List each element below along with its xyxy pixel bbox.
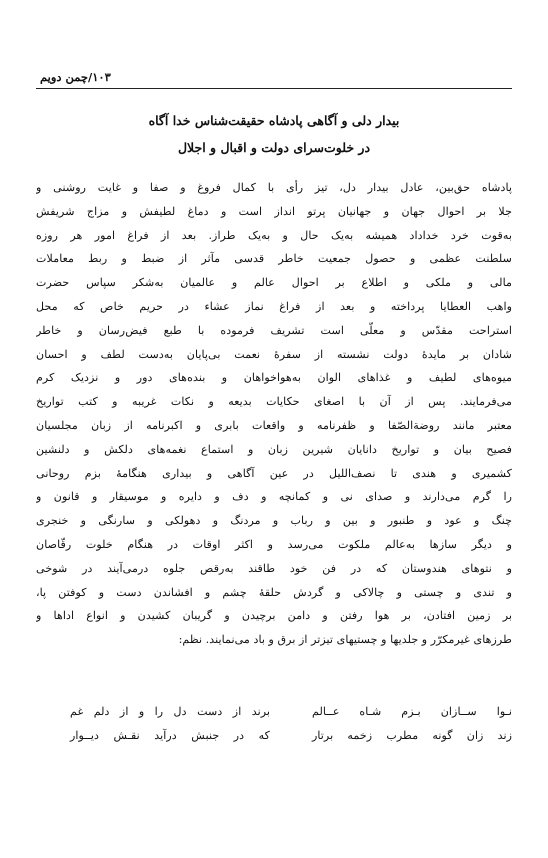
body-line: و نتوهای هندوستان که در فن خود طاقند به‌رقص جلوه درمی‌آیند در شوخی — [36, 561, 512, 575]
body-line: پادشاه حق‌بین، عادل بیدار دل، تیز رأی با کمال فروغ و صفا و غایت روشنی و — [36, 181, 512, 194]
body-paragraph — [36, 176, 512, 652]
verse-couplet — [60, 724, 512, 748]
section-title-line-1: بیدار دلی و آگاهی پادشاه حقیقت‌شناس خدا آگاه — [148, 113, 400, 128]
body-line: کشمیری و هندی تا نصف‌اللیل در عین آگاهی و بیداری هنگامهٔ بزم روحانی — [36, 466, 512, 480]
verse-couplet — [60, 700, 512, 724]
page-number-header: ۱۰۳/چمن دویم — [40, 70, 111, 84]
body-line: و تندی و چستی و چالاکی و گردش حلقهٔ چشم و افشاندن دست و کوفتن پا، — [36, 585, 512, 599]
body-line: فصیح بیان و تواریخ دانایان شیرین زبان و استماع نغمه‌های دلکش و دلنشین — [36, 442, 512, 456]
verse-hemistich-left: که در جنبش درآید نقـش دیــوار — [70, 729, 270, 742]
body-line: می‌فرمایند. پس از آن با اصغای حکایات بدیعه و نکات غریبه و کتب تواریخ — [36, 395, 512, 409]
body-line: مالی و ملکی و اطلاع بر احوال عالم و عالمیان به‌شکر سپاس حضرت — [36, 276, 512, 290]
body-line: سلطنت عظمی و حصول جمعیت خاطر قدسی مآثر از ضبط و ربط معاملات — [36, 252, 512, 266]
body-line: طرزهای غیرمکرّر و جلدیها و چستیهای تیزتر از برق و باد می‌نمایند. نظم: — [178, 633, 512, 647]
body-line: واهب العطایا پرداخته و بعد از فراغ نماز عشاء در حریم خاص که محل — [36, 299, 512, 313]
body-line: استراحت مقدّس و معلّی است تشریف فرموده با طبع فیض‌رسان و خاطر — [36, 323, 512, 337]
body-line: را گرم می‌دارند و صدای نی و کمانچه و دف و دایره و موسیقار و قانون و — [36, 490, 512, 504]
section-title-line-2: در خلوت‌سرای دولت و اقبال و اجلال — [177, 140, 371, 155]
body-line: میوه‌های لطیف و غذاهای الوان به‌هواخواهان و بنده‌های دور و نزدیک کرم — [36, 371, 512, 385]
body-line: و دیگر سازها به‌عالم ملکوت می‌رسد و اکثر اوقات در هنگام خلوت رقّاصان — [36, 537, 512, 551]
verse-hemistich-right: زند زان گونه مطرب زخمه برتار — [312, 729, 512, 742]
body-line: معتبر مانند روضةالصّفا و ظفرنامه و واقعات بابری و اکبرنامه از زبان مجلسیان — [36, 418, 512, 432]
body-line: به‌قوت خرد خداداد همیشه به‌یک حال و به‌یک طراز. بعد از فراغ امور هر روزه — [36, 228, 512, 242]
body-line: شادان بر مایدهٔ دولت نشسته از سفرهٔ نعمت بی‌پایان به‌دست لطف و احسان — [36, 347, 512, 361]
body-line: بر زمین افتادن، بر هوا رفتن و دامن برچیدن و گریبان کشیدن و انواع اداها و — [36, 609, 512, 623]
body-line: جلا بر احوال جهان و جهانیان پرتو انداز است و دماغ لطیفش و مزاج شریفش — [36, 204, 512, 218]
verse-hemistich-left: برند از دست دل را و از دلم غم — [70, 705, 270, 718]
verse-hemistich-right: نـوا ســازان بـزم شـاه عــالم — [312, 705, 512, 718]
header-rule — [36, 88, 512, 89]
body-line: چنگ و عود و طنبور و بین و رباب و مردنگ و دهولکی و سارنگی و خنجری — [36, 514, 512, 528]
